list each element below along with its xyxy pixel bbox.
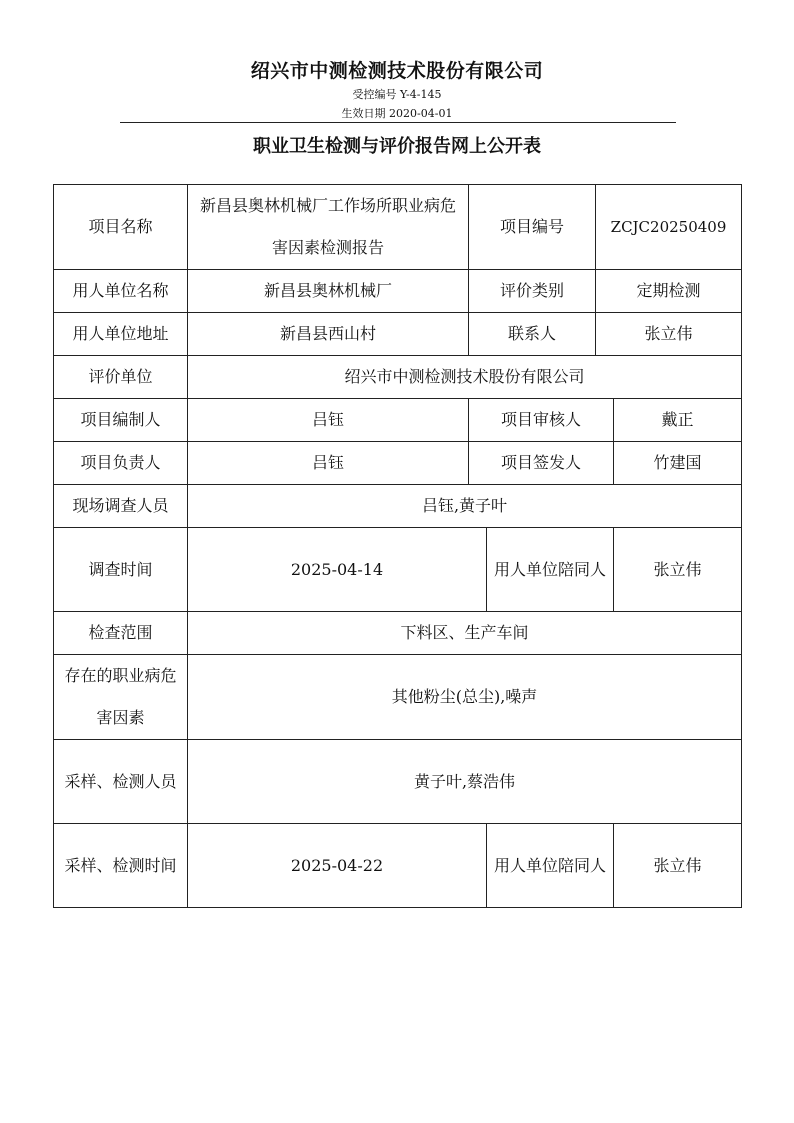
table-row (54, 399, 742, 442)
table-row (54, 655, 742, 740)
table-row (54, 442, 742, 485)
label-principal: 项目负责人 (54, 442, 188, 485)
value-survey-staff: 吕钰,黄子叶 (188, 485, 742, 528)
control-number: 受控编号 Y-4-145 (352, 88, 442, 101)
value-project-number: ZCJC20250409 (596, 185, 742, 270)
value-principal: 吕钰 (188, 442, 469, 485)
label-compiler: 项目编制人 (54, 399, 188, 442)
label-evaluation-type: 评价类别 (469, 270, 596, 313)
value-contact-person: 张立伟 (596, 313, 742, 356)
table-row (54, 528, 742, 612)
table-row (54, 270, 742, 313)
label-contact-person: 联系人 (469, 313, 596, 356)
label-project-name: 项目名称 (54, 185, 188, 270)
label-project-number: 项目编号 (469, 185, 596, 270)
table-row (54, 185, 742, 270)
label-employer-name: 用人单位名称 (54, 270, 188, 313)
value-compiler: 吕钰 (188, 399, 469, 442)
label-hazards: 存在的职业病危害因素 (54, 655, 188, 740)
form-title: 职业卫生检测与评价报告网上公开表 (253, 136, 541, 157)
table-row (54, 485, 742, 528)
value-reviewer: 戴正 (614, 399, 742, 442)
company-name: 绍兴市中测检测技术股份有限公司 (250, 60, 544, 82)
value-sampling-time: 2025-04-22 (188, 824, 487, 908)
value-issuer: 竹建国 (614, 442, 742, 485)
value-inspection-scope: 下料区、生产车间 (188, 612, 742, 655)
label-survey-staff: 现场调查人员 (54, 485, 188, 528)
label-sampling-escort: 用人单位陪同人 (487, 824, 614, 908)
value-survey-escort: 张立伟 (614, 528, 742, 612)
label-inspection-scope: 检查范围 (54, 612, 188, 655)
disclosure-table (53, 184, 742, 908)
table-row (54, 612, 742, 655)
table-row (54, 356, 742, 399)
table-row (54, 824, 742, 908)
header-divider (120, 122, 676, 123)
value-sampling-escort: 张立伟 (614, 824, 742, 908)
label-sampling-time: 采样、检测时间 (54, 824, 188, 908)
label-sampling-staff: 采样、检测人员 (54, 740, 188, 824)
label-issuer: 项目签发人 (469, 442, 614, 485)
value-hazards: 其他粉尘(总尘),噪声 (188, 655, 742, 740)
value-survey-time: 2025-04-14 (188, 528, 487, 612)
label-survey-escort: 用人单位陪同人 (487, 528, 614, 612)
effective-date: 生效日期 2020-04-01 (341, 107, 453, 120)
label-survey-time: 调查时间 (54, 528, 188, 612)
table-row (54, 740, 742, 824)
value-employer-name: 新昌县奥林机械厂 (188, 270, 469, 313)
label-employer-address: 用人单位地址 (54, 313, 188, 356)
label-evaluation-unit: 评价单位 (54, 356, 188, 399)
table-row (54, 313, 742, 356)
value-evaluation-type: 定期检测 (596, 270, 742, 313)
value-evaluation-unit: 绍兴市中测检测技术股份有限公司 (188, 356, 742, 399)
value-employer-address: 新昌县西山村 (188, 313, 469, 356)
label-reviewer: 项目审核人 (469, 399, 614, 442)
value-sampling-staff: 黄子叶,蔡浩伟 (188, 740, 742, 824)
value-project-name: 新昌县奥林机械厂工作场所职业病危害因素检测报告 (188, 185, 469, 270)
